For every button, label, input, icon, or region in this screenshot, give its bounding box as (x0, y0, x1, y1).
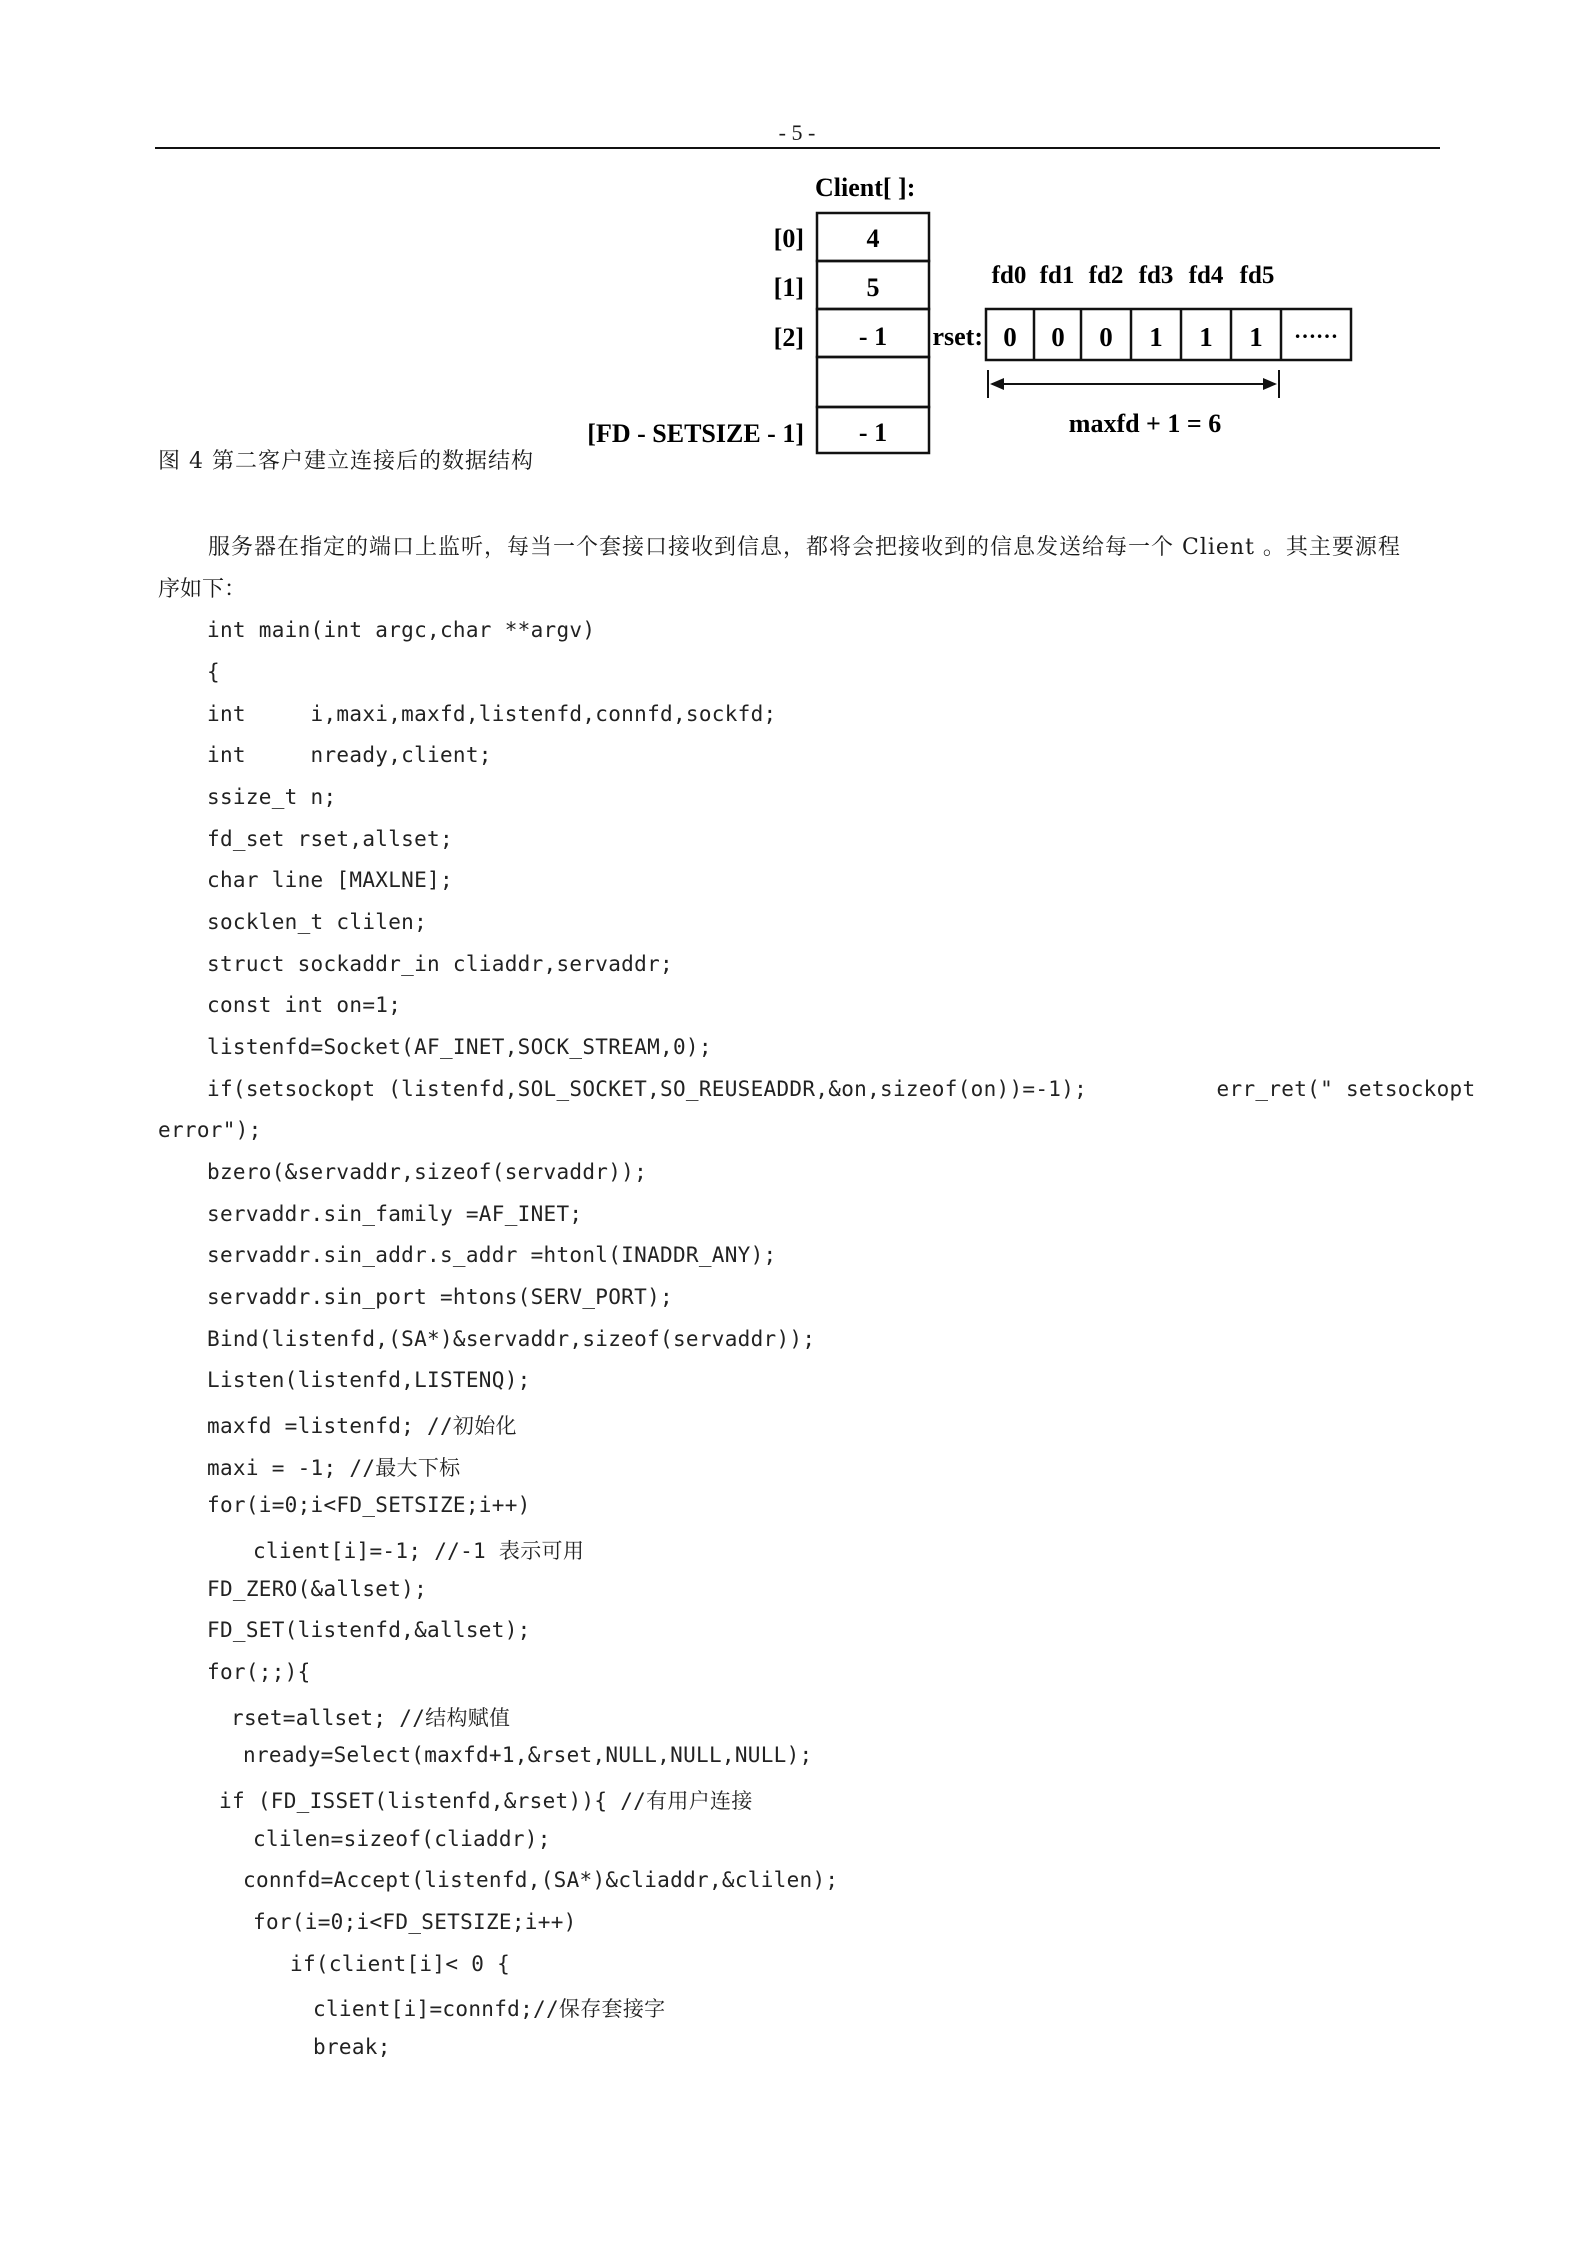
fd-label-5: fd5 (1239, 262, 1275, 289)
page-number: - 5 - (778, 120, 816, 145)
rset-value-2: 0 (1099, 322, 1113, 352)
client-index-1: [1] (773, 273, 804, 302)
maxfd-span-label: maxfd + 1 = 6 (1068, 409, 1222, 438)
code-line: servaddr.sin_family =AF_INET; (207, 1202, 583, 1226)
fd-label-0: fd0 (991, 262, 1027, 289)
code-line: servaddr.sin_port =htons(SERV_PORT); (207, 1285, 673, 1309)
code-line: int i,maxi,maxfd,listenfd,connfd,sockfd; (207, 702, 777, 726)
code-line: Bind(listenfd,(SA*)&servaddr,sizeof(servaddr)); (207, 1327, 816, 1351)
rset-value-3: 1 (1149, 322, 1163, 352)
rset-value-0: 0 (1003, 322, 1017, 352)
code-line: FD_ZERO(&allset); (207, 1577, 428, 1601)
code-line: if(client[i]< 0 { (290, 1952, 511, 1976)
code-line: for(i=0;i<FD_SETSIZE;i++) (253, 1910, 577, 1934)
code-line: client[i]=-1; //-1 表示可用 (253, 1539, 585, 1563)
code-line: int main(int argc,char **argv) (207, 618, 596, 642)
code-line: ssize_t n; (207, 785, 337, 809)
body-paragraph (158, 527, 1448, 611)
code-line: maxfd =listenfd; //初始化 (207, 1414, 517, 1438)
code-line: fd_set rset,allset; (207, 827, 453, 851)
code-line: client[i]=connfd;//保存套接字 (313, 1997, 666, 2021)
code-line: connfd=Accept(listenfd,(SA*)&cliaddr,&clilen); (243, 1868, 839, 1892)
rset-ellipsis: …… (1294, 318, 1338, 343)
code-line: bzero(&servaddr,sizeof(servaddr)); (207, 1160, 648, 1184)
figure-client-rset (0, 0, 1594, 480)
code-line: { (207, 660, 220, 684)
figure-caption: 图 4 第二客户建立连接后的数据结构 (158, 449, 534, 474)
paragraph-line-2: 序如下： (158, 577, 247, 602)
code-line: nready=Select(maxfd+1,&rset,NULL,NULL,NULL); (243, 1743, 813, 1767)
client-cell-3-box (817, 357, 929, 407)
client-index-2: [2] (773, 323, 804, 352)
client-array-label: Client[ ]: (815, 173, 916, 202)
rset-value-4: 1 (1199, 322, 1213, 352)
client-value-last: - 1 (858, 418, 888, 447)
code-line: maxi = -1; //最大下标 (207, 1456, 461, 1480)
client-index-last: [FD - SETSIZE - 1] (587, 419, 804, 448)
code-line: break; (313, 2035, 391, 2059)
code-line: listenfd=Socket(AF_INET,SOCK_STREAM,0); (207, 1035, 712, 1059)
fd-label-1: fd1 (1039, 262, 1075, 289)
client-value-2: - 1 (858, 322, 888, 351)
code-line: char line [MAXLNE]; (207, 868, 453, 892)
code-line: if (FD_ISSET(listenfd,&rset)){ //有用户连接 (219, 1789, 753, 1813)
fd-label-3: fd3 (1138, 262, 1174, 289)
code-line: FD_SET(listenfd,&allset); (207, 1618, 531, 1642)
code-line: clilen=sizeof(cliaddr); (253, 1827, 551, 1851)
code-line: for(i=0;i<FD_SETSIZE;i++) (207, 1493, 531, 1517)
rset-label: rset: (932, 322, 983, 351)
client-value-1: 5 (866, 273, 880, 302)
code-line: servaddr.sin_addr.s_addr =htonl(INADDR_ANY); (207, 1243, 777, 1267)
code-line: int nready,client; (207, 743, 492, 767)
figure-diagram (0, 0, 1594, 480)
client-value-0: 4 (866, 224, 880, 253)
fd-label-2: fd2 (1088, 262, 1124, 289)
rset-value-1: 0 (1051, 322, 1065, 352)
paragraph-line-1: 服务器在指定的端口上监听，每当一个套接口接收到信息，都将会把接收到的信息发送给每一个 Client 。其主要源程 (208, 535, 1401, 560)
code-line: for(;;){ (207, 1660, 311, 1684)
rset-value-5: 1 (1249, 322, 1263, 352)
code-line: if(setsockopt (listenfd,SOL_SOCKET,SO_REUSEADDR,&on,sizeof(on))=-1); err_ret(" setsockopt (207, 1077, 1476, 1101)
code-line: Listen(listenfd,LISTENQ); (207, 1368, 531, 1392)
code-line: struct sockaddr_in cliaddr,servaddr; (207, 952, 673, 976)
maxfd-span-arrow (988, 370, 1279, 398)
code-line: error"); (158, 1118, 262, 1142)
code-line: socklen_t clilen; (207, 910, 428, 934)
fd-label-4: fd4 (1188, 262, 1224, 289)
client-index-0: [0] (773, 224, 804, 253)
code-line: rset=allset; //结构赋值 (231, 1706, 511, 1730)
code-line: const int on=1; (207, 993, 402, 1017)
